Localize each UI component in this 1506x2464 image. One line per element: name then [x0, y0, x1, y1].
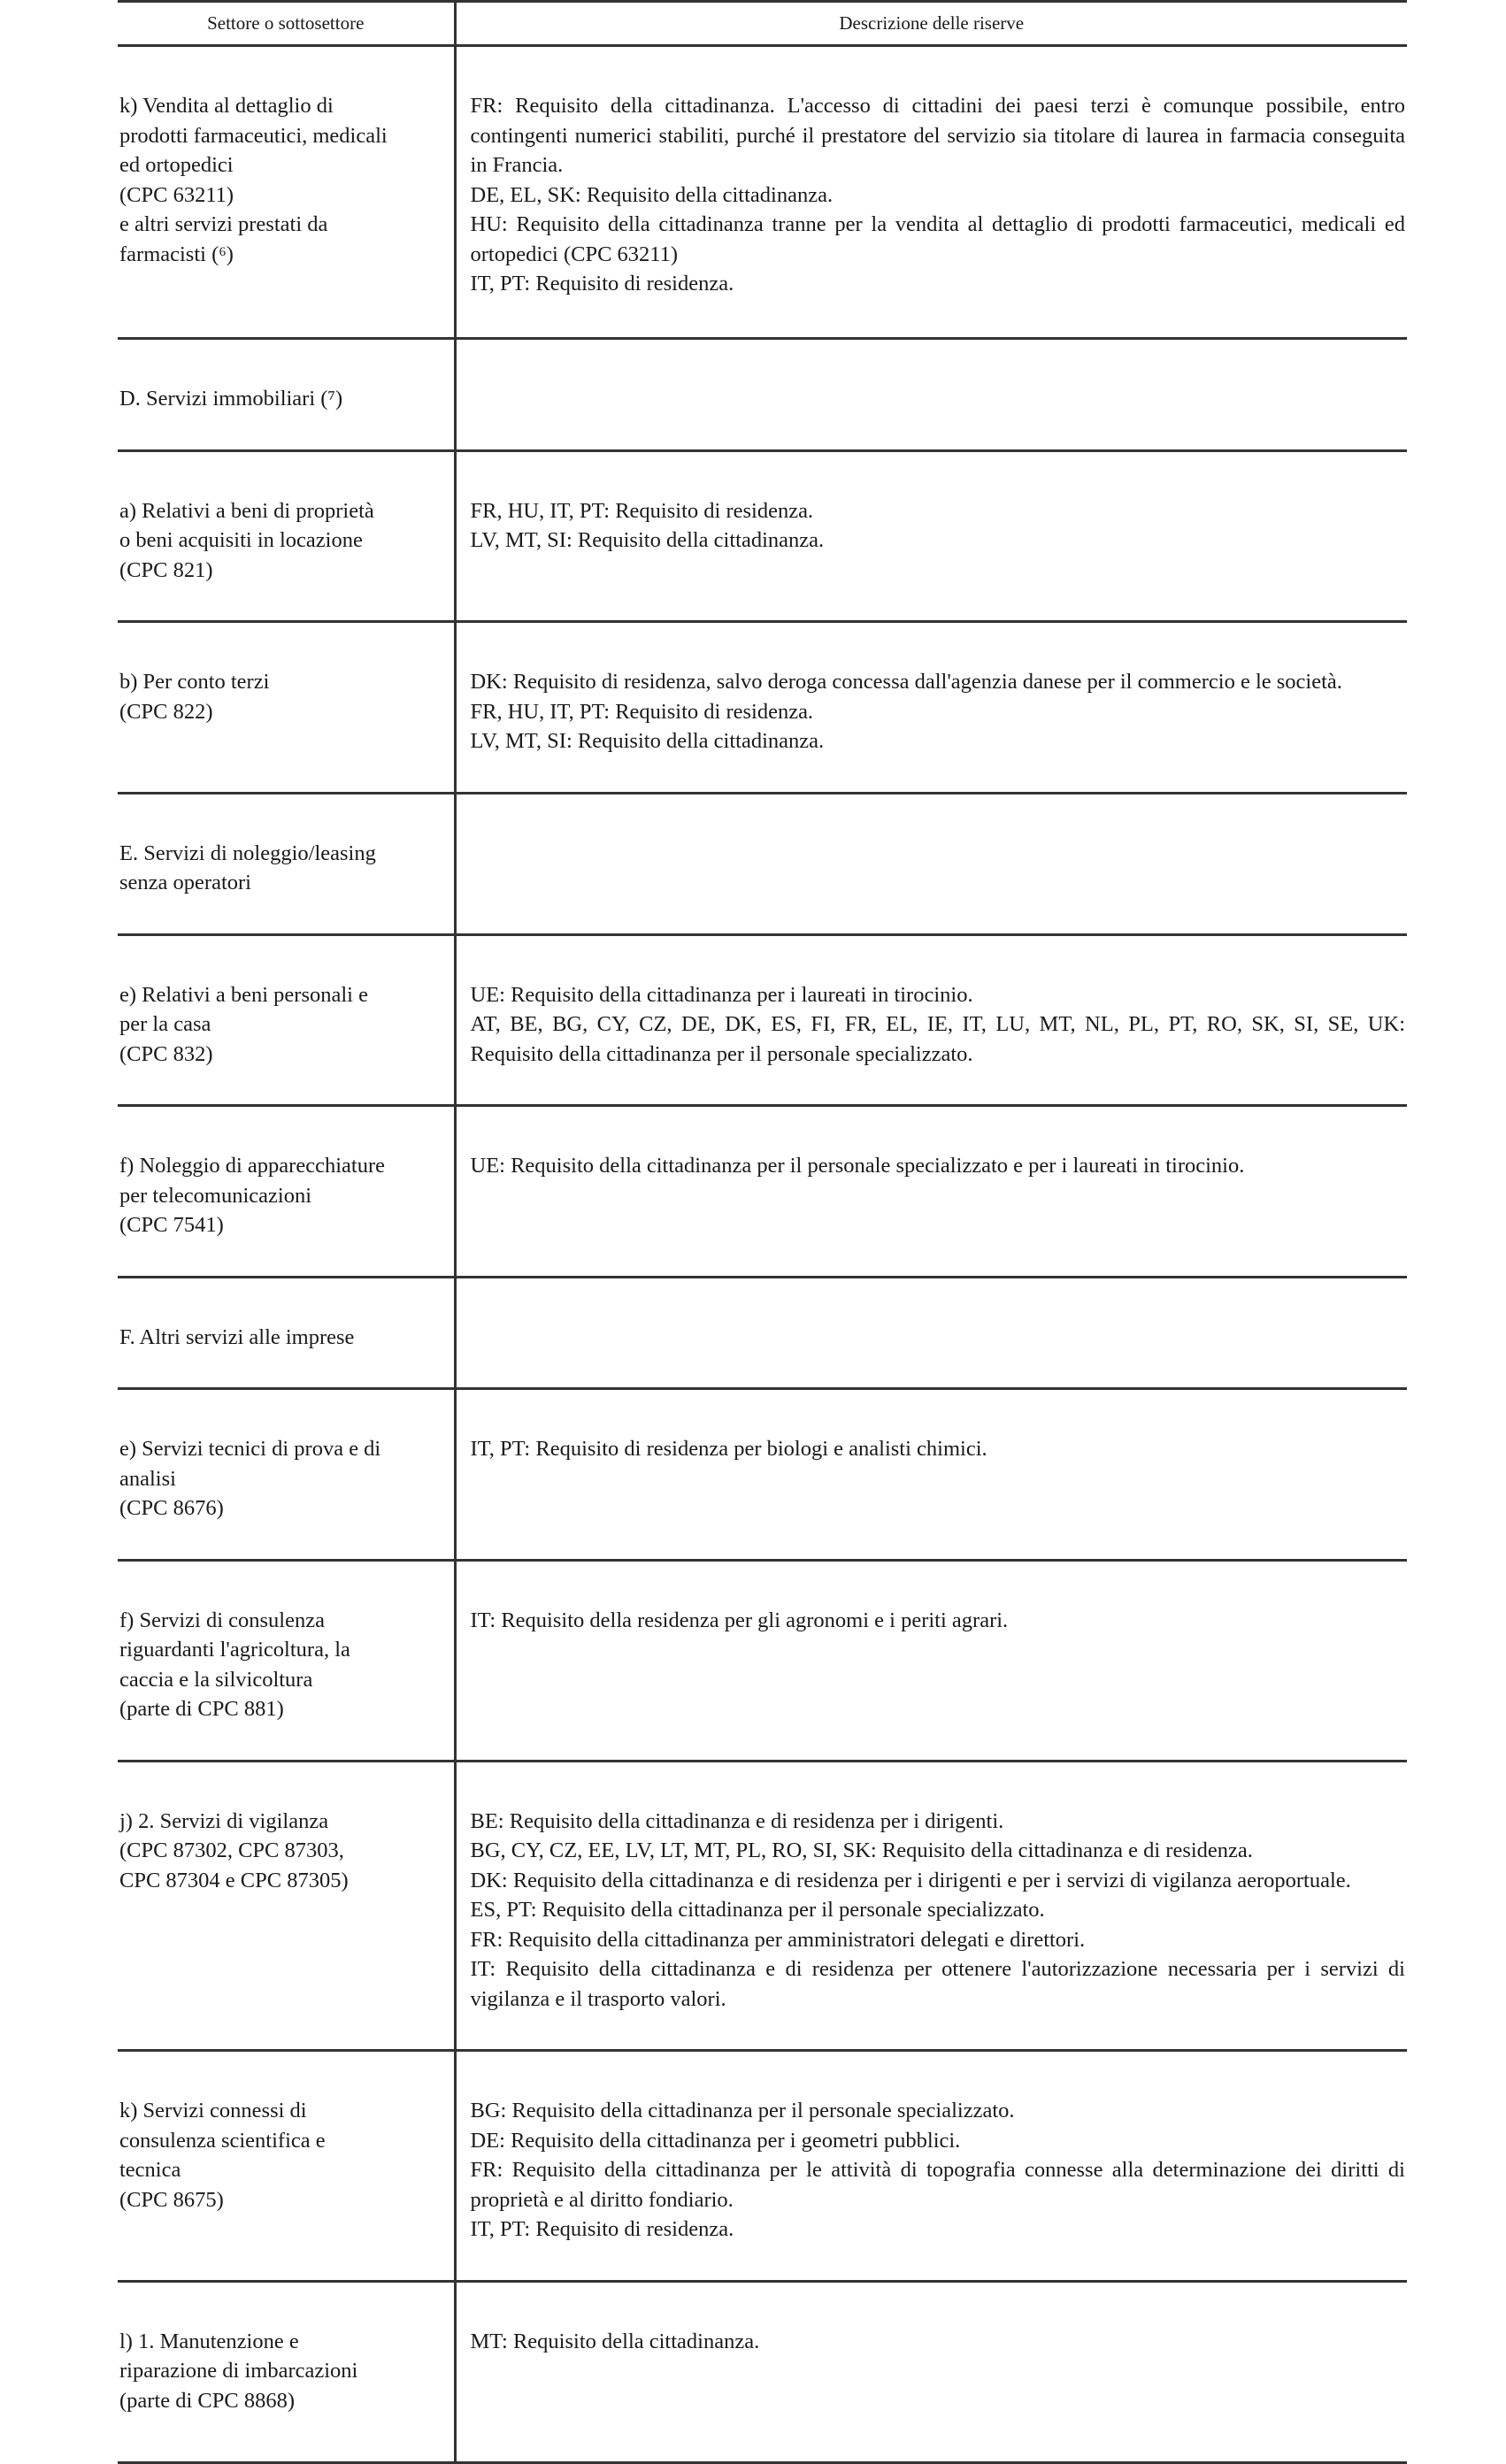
table-row: [118, 2281, 1407, 2462]
sector-cell: [118, 1389, 455, 1561]
description-paragraph: DK: Requisito della cittadinanza e di residenza per i dirigenti e per i servizi di vigilanza aeroportuale.: [470, 1868, 1351, 1892]
sector-line: riguardanti l'agricoltura, la: [119, 1638, 350, 1662]
sector-line: k) Servizi connessi di: [119, 2099, 307, 2122]
table-row: [118, 793, 1407, 934]
description-paragraph: IT, PT: Requisito di residenza per biologi e analisti chimici.: [470, 1437, 987, 1461]
sector-line: D. Servizi immobiliari (⁷): [119, 387, 343, 411]
table-row: [118, 1761, 1407, 2051]
description-cell: [455, 934, 1407, 1106]
sector-line: analisi: [119, 1466, 176, 1491]
description-cell: [455, 1560, 1407, 1761]
sector-line: e) Servizi tecnici di prova e di: [119, 1437, 381, 1461]
sector-line: (CPC 63211): [119, 182, 234, 207]
sector-line: tecnica: [119, 2158, 181, 2182]
table-row: [118, 450, 1407, 622]
sector-line: (CPC 8675): [119, 2187, 224, 2212]
description-paragraph: BE: Requisito della cittadinanza e di residenza per i dirigenti.: [470, 1808, 1004, 1833]
sector-line: caccia e la silvicoltura: [119, 1667, 313, 1692]
sector-cell: [118, 1277, 455, 1389]
sector-line: f) Noleggio di apparecchiature: [119, 1154, 385, 1178]
table-row: [118, 2051, 1407, 2282]
description-paragraph: IT: Requisito della residenza per gli agronomi e i periti agrari.: [470, 1608, 1009, 1632]
sector-line: (CPC 87302, CPC 87303,: [119, 1838, 344, 1862]
sector-cell: [118, 1560, 455, 1761]
description-paragraph: IT, PT: Requisito di residenza.: [470, 272, 734, 296]
sector-cell: [118, 934, 455, 1106]
description-paragraph: DE: Requisito della cittadinanza per i geometri pubblici.: [470, 2128, 961, 2153]
description-paragraph: BG: Requisito della cittadinanza per il personale specializzato.: [470, 2099, 1015, 2122]
description-paragraph: IT, PT: Requisito di residenza.: [470, 2217, 734, 2241]
sector-line: j) 2. Servizi di vigilanza: [119, 1808, 329, 1833]
table-body: [118, 46, 1407, 2463]
description-paragraph: MT: Requisito della cittadinanza.: [470, 2329, 760, 2353]
table-row: [118, 339, 1407, 451]
sector-cell: [118, 793, 455, 934]
header-description: Descrizione delle riserve: [455, 2, 1407, 46]
sector-line: F. Altri servizi alle imprese: [119, 1324, 355, 1349]
table-row: [118, 934, 1407, 1106]
sector-line: E. Servizi di noleggio/leasing: [119, 841, 376, 865]
description-cell: [455, 339, 1407, 451]
sector-line: CPC 87304 e CPC 87305): [119, 1868, 349, 1892]
description-paragraph: FR: Requisito della cittadinanza per amministratori delegati e direttori.: [470, 1927, 1086, 1952]
sector-line: riparazione di imbarcazioni: [119, 2359, 358, 2383]
sector-cell: [118, 622, 455, 794]
description-cell: [455, 793, 1407, 934]
description-paragraph: FR: Requisito della cittadinanza per le attività di topografia connesse alla determinazione dei diritti di proprietà e al diritto fondiario.: [470, 2158, 1405, 2212]
sector-line: (parte di CPC 8868): [119, 2388, 296, 2413]
reservations-table: [118, 0, 1407, 2464]
sector-line: consulenza scientifica e: [119, 2128, 326, 2153]
description-cell: [455, 2051, 1407, 2282]
description-paragraph: LV, MT, SI: Requisito della cittadinanza.: [470, 729, 825, 753]
description-cell: [455, 2281, 1407, 2462]
sector-cell: [118, 46, 455, 339]
sector-line: (CPC 832): [119, 1041, 213, 1066]
sector-line: per telecomunicazioni: [119, 1183, 311, 1208]
sector-line: farmacisti (⁶): [119, 242, 234, 266]
sector-cell: [118, 450, 455, 622]
description-cell: [455, 1389, 1407, 1561]
table-row: [118, 1560, 1407, 1761]
sector-line: ed ortopedici: [119, 153, 234, 177]
description-paragraph: AT, BE, BG, CY, CZ, DE, DK, ES, FI, FR, EL, IE, IT, LU, MT, NL, PL, PT, RO, SK, SI, SE, UK: Requisito della cittadinanza per il personale specializzato.: [470, 1012, 1405, 1066]
sector-cell: [118, 2051, 455, 2282]
sector-line: (CPC 822): [119, 699, 213, 724]
description-cell: [455, 1106, 1407, 1278]
sector-line: (CPC 8676): [119, 1496, 224, 1520]
description-cell: [455, 450, 1407, 622]
description-paragraph: BG, CY, CZ, EE, LV, LT, MT, PL, RO, SI, SK: Requisito della cittadinanza e di residenza.: [470, 1838, 1253, 1862]
sector-line: f) Servizi di consulenza: [119, 1608, 325, 1632]
sector-line: k) Vendita al dettaglio di: [119, 94, 334, 118]
sector-cell: [118, 2281, 455, 2462]
table-row: [118, 46, 1407, 339]
table-row: [118, 1106, 1407, 1278]
sector-line: l) 1. Manutenzione e: [119, 2329, 299, 2353]
description-paragraph: FR: Requisito della cittadinanza. L'accesso di cittadini dei paesi terzi è comunque possibile, entro contingenti numerici stabiliti, purché il prestatore del servizio sia titolare di laurea in farmacia conseguita in Francia.: [470, 94, 1405, 177]
description-cell: [455, 622, 1407, 794]
sector-line: (CPC 821): [119, 557, 213, 582]
sector-line: e) Relativi a beni personali e: [119, 982, 368, 1007]
sector-cell: [118, 1761, 455, 2051]
document-page: [118, 0, 1407, 2413]
description-cell: [455, 1277, 1407, 1389]
table-row: [118, 1389, 1407, 1561]
description-paragraph: DE, EL, SK: Requisito della cittadinanza.: [470, 182, 834, 207]
description-cell: [455, 1761, 1407, 2051]
description-paragraph: UE: Requisito della cittadinanza per il personale specializzato e per i laureati in tirocinio.: [470, 1154, 1245, 1178]
sector-line: prodotti farmaceutici, medicali: [119, 123, 388, 148]
sector-line: (CPC 7541): [119, 1213, 224, 1237]
sector-line: o beni acquisiti in locazione: [119, 528, 363, 552]
sector-line: senza operatori: [119, 871, 251, 894]
sector-cell: [118, 339, 455, 451]
sector-cell: [118, 1106, 455, 1278]
description-paragraph: DK: Requisito di residenza, salvo deroga concessa dall'agenzia danese per il commercio e le società.: [470, 670, 1342, 694]
header-sector: Settore o sottosettore: [118, 2, 455, 46]
sector-line: per la casa: [119, 1012, 211, 1036]
description-paragraph: ES, PT: Requisito della cittadinanza per il personale specializzato.: [470, 1898, 1045, 1922]
description-paragraph: HU: Requisito della cittadinanza tranne per la vendita al dettaglio di prodotti farmaceutici, medicali ed ortopedici (CPC 63211): [470, 212, 1405, 266]
table-header-row: [118, 2, 1407, 46]
table-row: [118, 1277, 1407, 1389]
table-row: [118, 622, 1407, 794]
description-paragraph: IT: Requisito della cittadinanza e di residenza per ottenere l'autorizzazione necessaria per i servizi di vigilanza e il trasporto valori.: [470, 1957, 1405, 2011]
sector-line: a) Relativi a beni di proprietà: [119, 498, 374, 523]
description-paragraph: FR, HU, IT, PT: Requisito di residenza.: [470, 498, 814, 523]
description-paragraph: UE: Requisito della cittadinanza per i laureati in tirocinio.: [470, 982, 973, 1007]
description-paragraph: LV, MT, SI: Requisito della cittadinanza.: [470, 528, 825, 552]
sector-line: (parte di CPC 881): [119, 1697, 284, 1721]
sector-line: b) Per conto terzi: [119, 670, 270, 694]
sector-line: e altri servizi prestati da: [119, 212, 328, 236]
description-cell: [455, 46, 1407, 339]
description-paragraph: FR, HU, IT, PT: Requisito di residenza.: [470, 699, 814, 724]
